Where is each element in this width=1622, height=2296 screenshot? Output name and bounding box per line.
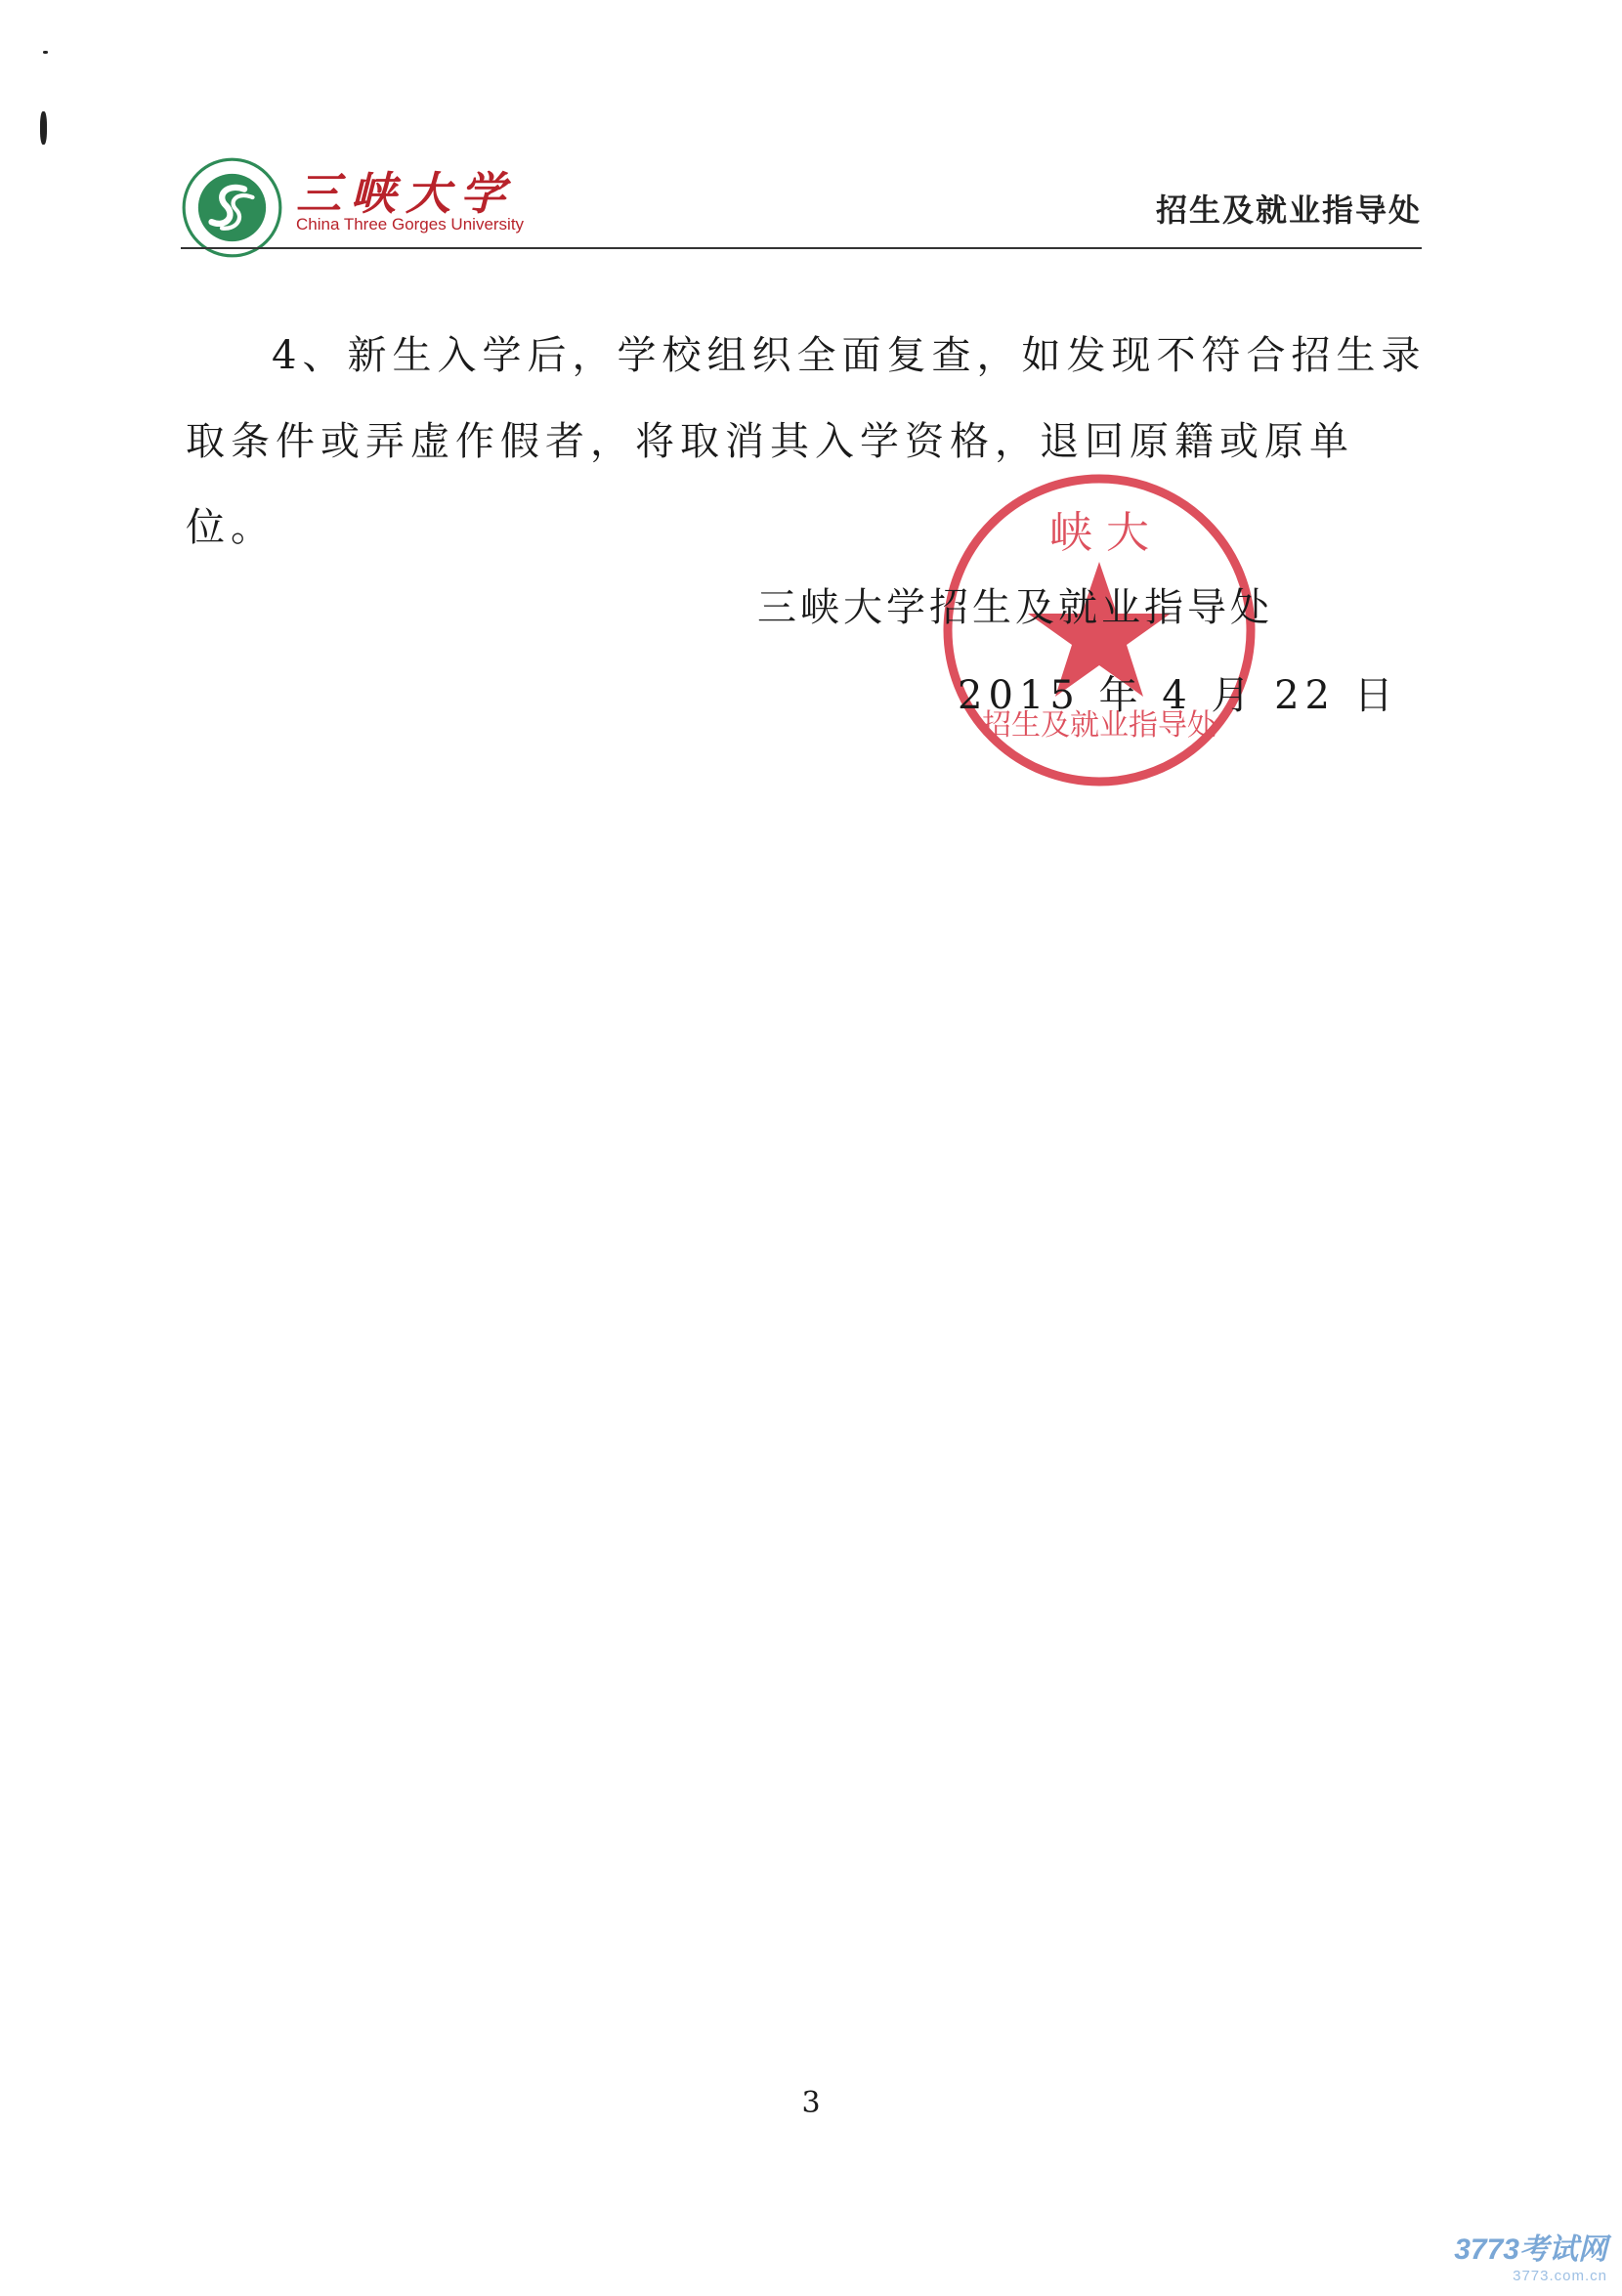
signature-organization: 三峡大学招生及就业指导处 — [757, 585, 1273, 630]
university-emblem-icon — [181, 156, 283, 259]
paragraph-text: 4、新生入学后，学校组织全面复查，如发现不符合招生录取条件或弄虚作假者，将取消其入学资格，退回原籍或原单位。 — [186, 333, 1427, 550]
logo-english-name: China Three Gorges University — [296, 215, 525, 234]
page-number: 3 — [801, 2086, 821, 2120]
seal-bottom-text: 招生及就业指导处 — [982, 708, 1216, 743]
header-department: 招生及就业指导处 — [1155, 191, 1422, 229]
scan-speck — [40, 111, 47, 145]
signature-date: 2015 年 4 月 22 日 — [958, 673, 1399, 718]
scan-speck — [43, 51, 48, 54]
logo-chinese-name: 三峡大学 — [296, 167, 515, 220]
letterhead — [181, 147, 1422, 254]
header-divider — [181, 247, 1422, 249]
site-watermark — [1454, 2225, 1607, 2284]
watermark-sub: 3773.com.cn — [1513, 2268, 1607, 2284]
watermark-main: 3773考试网 — [1454, 2233, 1607, 2266]
seal-top-text: 峡 大 — [1049, 508, 1149, 558]
